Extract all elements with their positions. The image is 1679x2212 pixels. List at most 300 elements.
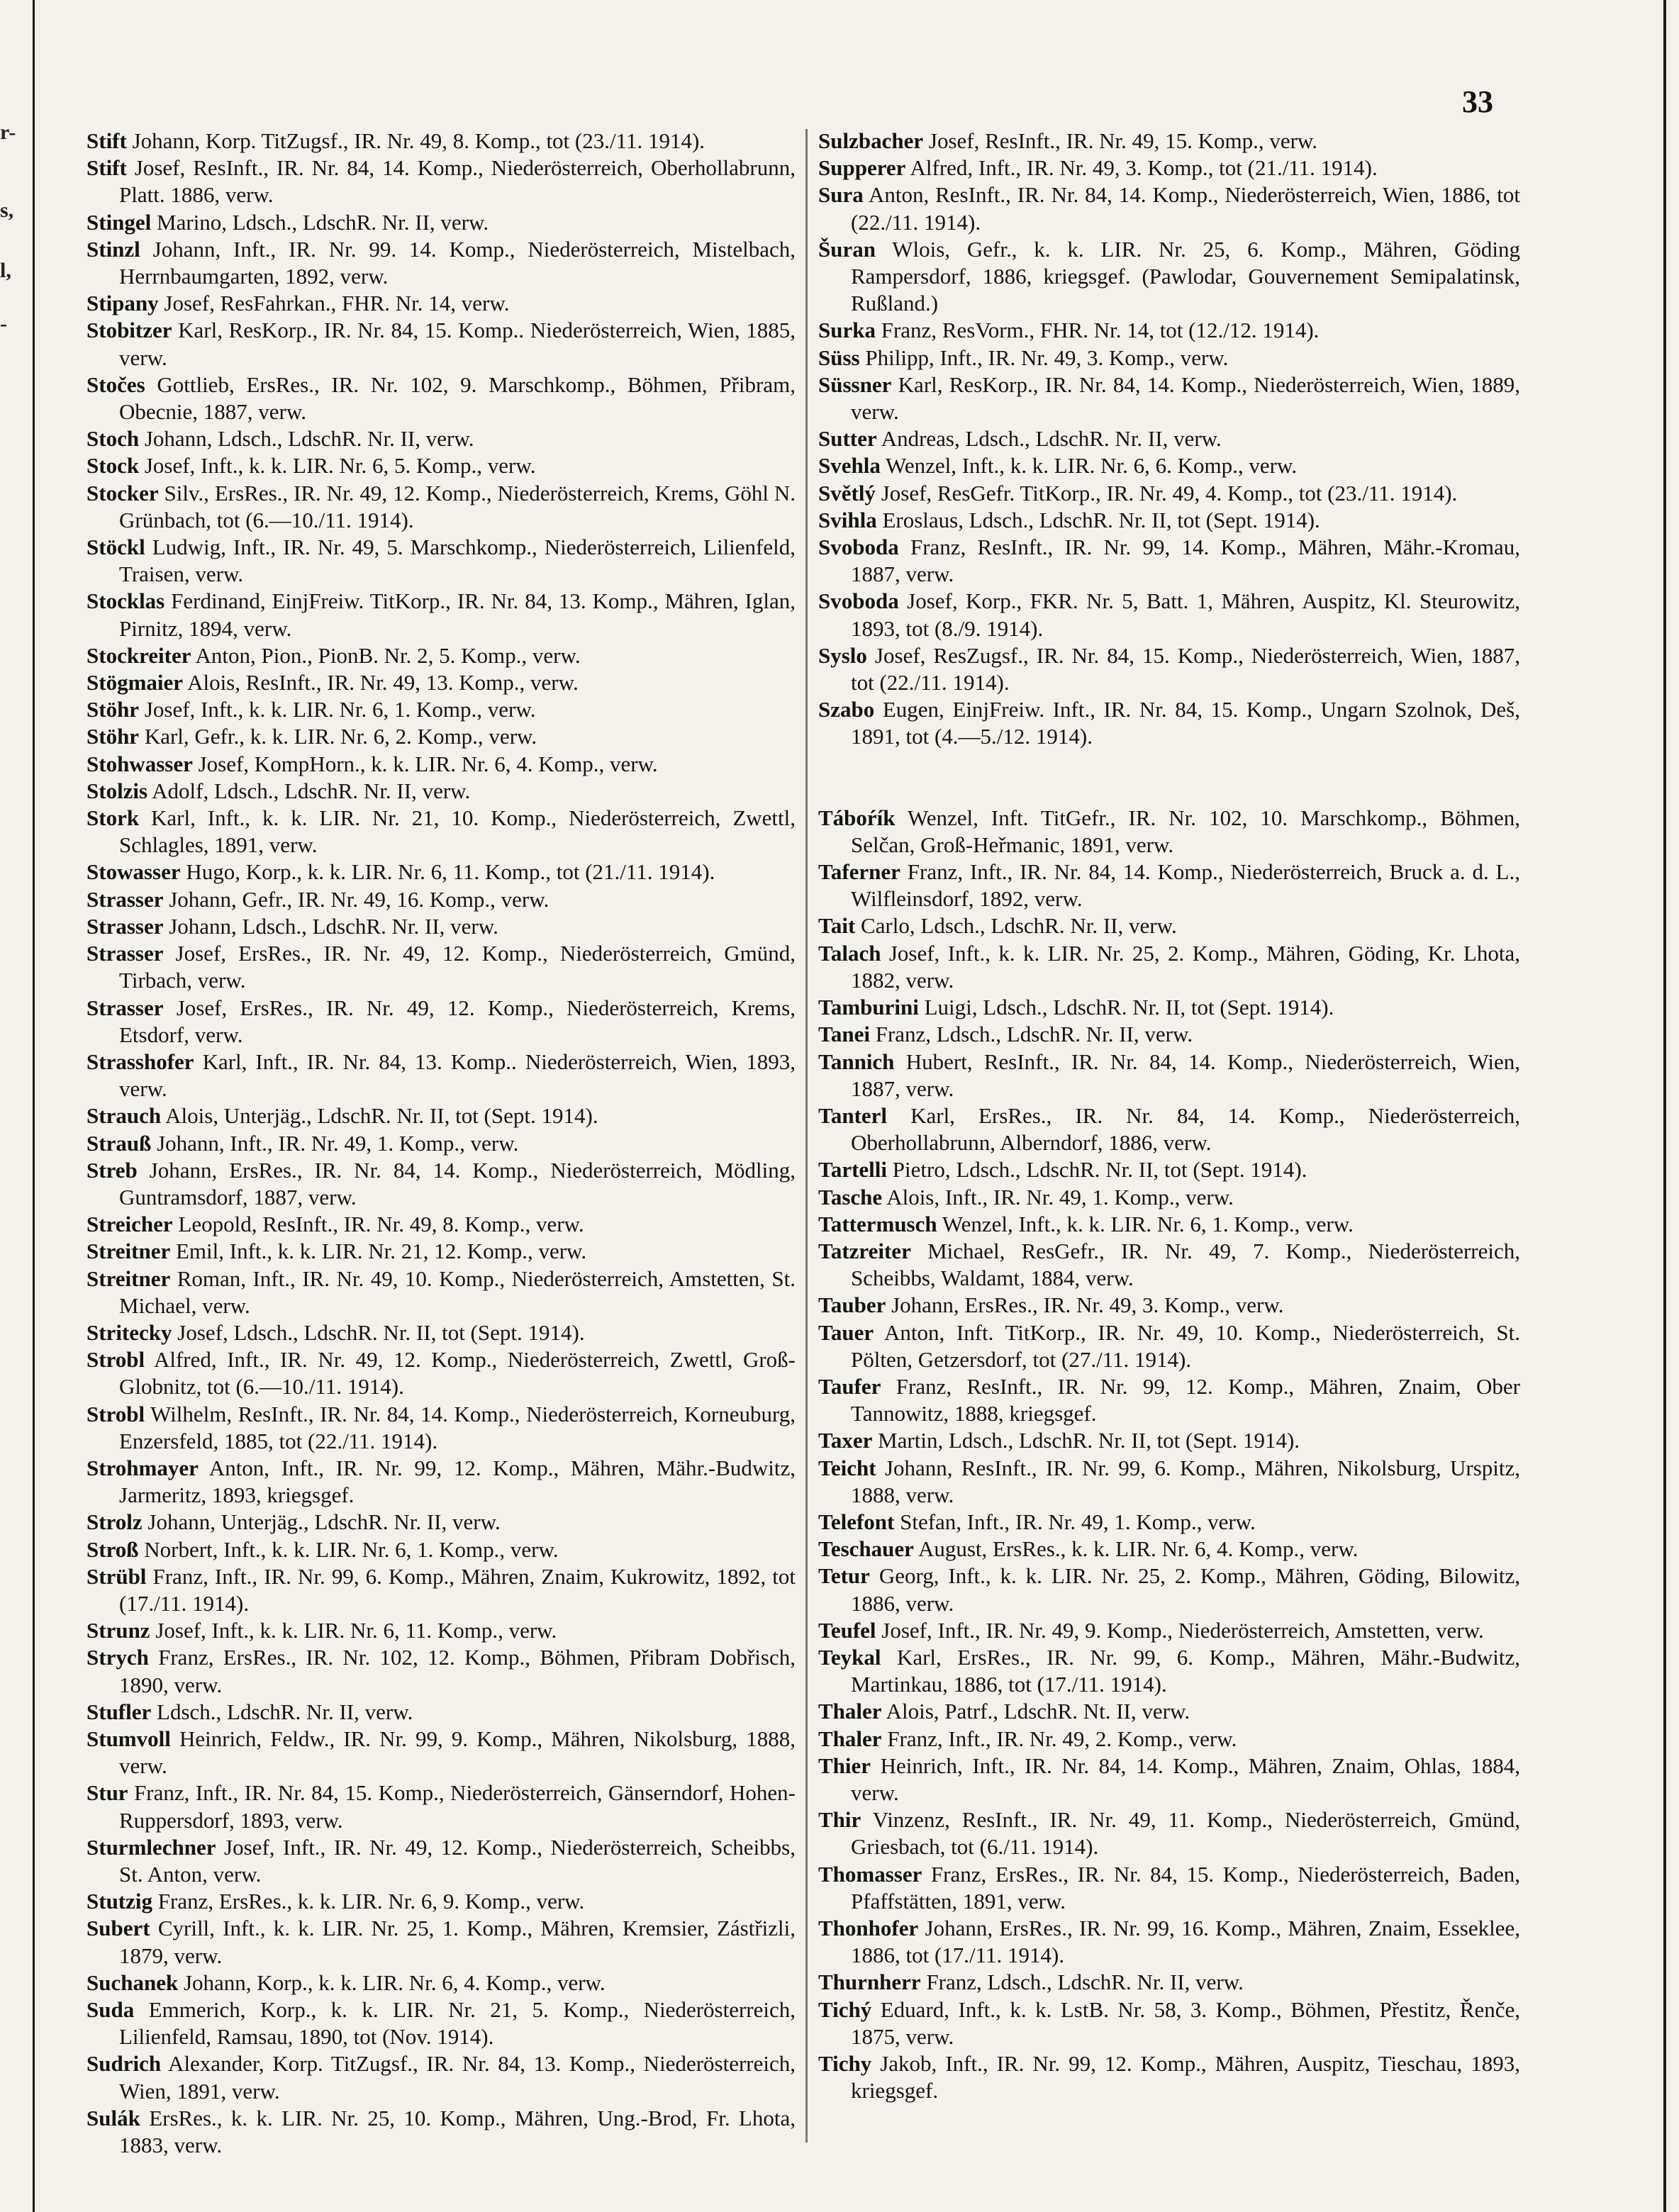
entry-surname: Táboŕík: [818, 805, 896, 830]
entry-details: Johann, Gefr., IR. Nr. 49, 16. Komp., verw.: [163, 886, 550, 912]
entry-details: Anton, Inft., IR. Nr. 99, 12. Komp., Mähren, Mähr.-Budwitz, Jarmeritz, 1893, kriegsgef.: [119, 1455, 796, 1508]
entry-surname: Strasser: [87, 995, 164, 1020]
entry-surname: Stutzig: [87, 1889, 152, 1914]
right-column-t-entries: [818, 805, 1520, 2105]
entry-surname: Subert: [87, 1916, 150, 1941]
entry-details: Wenzel, Inft., k. k. LIR. Nr. 6, 1. Komp., verw.: [937, 1211, 1354, 1236]
entry-surname: Sudrich: [87, 2051, 162, 2077]
register-entry: [818, 372, 1520, 425]
register-entry: [818, 181, 1520, 235]
entry-surname: Stöhr: [87, 697, 140, 722]
column-divider: [805, 129, 808, 2143]
register-entry: [87, 480, 796, 534]
entry-surname: Stroß: [87, 1536, 139, 1562]
entry-details: Josef, ErsRes., IR. Nr. 49, 12. Komp., Niederösterreich, Gmünd, Tirbach, verw.: [119, 941, 796, 993]
entry-details: August, ErsRes., k. k. LIR. Nr. 6, 4. Komp., verw.: [913, 1536, 1359, 1562]
entry-details: Josef, Ldsch., LdschR. Nr. II, tot (Sept. 1914).: [172, 1319, 585, 1345]
register-entry: [87, 1699, 796, 1726]
entry-surname: Taxer: [818, 1428, 873, 1453]
register-entry: [87, 1455, 796, 1509]
entry-details: Alois, Unterjäg., LdschR. Nr. II, tot (Sept. 1914).: [161, 1103, 598, 1129]
register-entry: [818, 1184, 1520, 1211]
right-column: [818, 128, 1520, 2104]
entry-surname: Streb: [87, 1157, 138, 1183]
entry-details: Karl, Gefr., k. k. LIR. Nr. 6, 2. Komp., verw.: [139, 724, 537, 749]
register-entry: [87, 534, 796, 588]
register-entry: [87, 209, 796, 236]
entry-details: Josef, KompHorn., k. k. LIR. Nr. 6, 4. Komp., verw.: [192, 751, 658, 776]
right-edge-rule: [1663, 0, 1666, 2212]
entry-surname: Thir: [818, 1807, 861, 1833]
entry-details: Josef, Inft., k. k. LIR. Nr. 6, 5. Komp., verw.: [139, 453, 536, 479]
entry-surname: Tannich: [818, 1049, 895, 1074]
entry-details: Franz, Ldsch., LdschR. Nr. II, verw.: [920, 1970, 1244, 1995]
entry-details: Carlo, Ldsch., LdschR. Nr. II, verw.: [855, 913, 1177, 939]
register-entry: [818, 317, 1520, 344]
entry-surname: Surka: [818, 318, 876, 343]
register-entry: [818, 507, 1520, 534]
entry-surname: Stift: [87, 155, 127, 181]
entry-details: Josef, ResGefr. TitKorp., IR. Nr. 49, 4. Komp., tot (23./11. 1914).: [875, 480, 1458, 505]
entry-surname: Stohwasser: [87, 751, 193, 776]
register-entry: [87, 1238, 796, 1265]
entry-details: Pietro, Ldsch., LdschR. Nr. II, tot (Sept. 1914).: [887, 1157, 1307, 1183]
register-entry: [87, 642, 796, 669]
entry-details: Emmerich, Korp., k. k. LIR. Nr. 21, 5. Komp., Niederösterreich, Lilienfeld, Ramsau, 1890, tot (Nov. 1914).: [119, 1997, 796, 2050]
entry-surname: Thurnherr: [818, 1970, 921, 1995]
register-entry: [818, 1102, 1520, 1156]
register-entry: [818, 1915, 1520, 1969]
register-entry: [87, 2050, 796, 2104]
entry-surname: Thomasser: [818, 1861, 922, 1887]
entry-surname: Tauber: [818, 1292, 886, 1318]
register-entry: [87, 1780, 796, 1833]
register-entry: [87, 290, 796, 317]
entry-details: Josef, Inft., k. k. LIR. Nr. 6, 11. Komp., verw.: [150, 1618, 557, 1643]
entry-surname: Stoch: [87, 426, 140, 452]
register-entry: [818, 1211, 1520, 1238]
register-entry: [818, 940, 1520, 994]
entry-details: Alexander, Korp. TitZugsf., IR. Nr. 84, 13. Komp., Niederösterreich, Wien, 1891, verw.: [119, 2051, 796, 2104]
entry-details: Stefan, Inft., IR. Nr. 49, 1. Komp., verw.: [894, 1509, 1256, 1534]
entry-details: Ferdinand, EinjFreiw. TitKorp., IR. Nr. 84, 13. Komp., Mähren, Iglan, Pirnitz, 1894, verw.: [119, 588, 796, 641]
entry-surname: Thaler: [818, 1726, 882, 1751]
entry-surname: Stögmaier: [87, 670, 184, 696]
entry-details: Philipp, Inft., IR. Nr. 49, 3. Komp., verw.: [859, 345, 1229, 370]
entry-surname: Stift: [87, 128, 127, 153]
entry-surname: Svoboda: [818, 535, 899, 560]
entry-surname: Tatzreiter: [818, 1238, 911, 1263]
entry-details: Hubert, ResInft., IR. Nr. 84, 14. Komp., Niederösterreich, Wien, 1887, verw.: [851, 1049, 1520, 1101]
register-entry: [87, 588, 796, 642]
register-entry: [818, 642, 1520, 696]
entry-surname: Stumvoll: [87, 1726, 171, 1751]
entry-surname: Syslo: [818, 642, 867, 668]
entry-details: Franz, Inft., IR. Nr. 99, 6. Komp., Mähren, Znaim, Kukrowitz, 1892, tot (17./11. 1914).: [119, 1563, 796, 1616]
entry-surname: Stritecky: [87, 1319, 172, 1345]
register-entry: [87, 1130, 796, 1157]
register-entry: [87, 1401, 796, 1455]
register-entry: [87, 425, 796, 452]
register-entry: [818, 425, 1520, 452]
entry-surname: Strauß: [87, 1130, 152, 1156]
entry-surname: Süss: [818, 345, 860, 370]
register-entry: [87, 1726, 796, 1780]
entry-surname: Teykal: [818, 1644, 881, 1670]
register-entry: [87, 1834, 796, 1888]
register-entry: [818, 1319, 1520, 1373]
register-entry: [818, 1373, 1520, 1427]
entry-surname: Šuran: [818, 236, 876, 262]
entry-details: Karl, ErsRes., IR. Nr. 84, 14. Komp., Niederösterreich, Oberhollabrunn, Alberndorf, 1886, verw.: [851, 1102, 1520, 1156]
entry-surname: Strunz: [87, 1618, 150, 1643]
register-entry: [87, 940, 796, 994]
section-gap: [818, 751, 1520, 805]
register-entry: [87, 128, 796, 155]
entry-surname: Stolzis: [87, 778, 148, 803]
entry-details: Anton, Pion., PionB. Nr. 2, 5. Komp., verw.: [191, 642, 581, 668]
register-entry: [818, 128, 1520, 155]
register-entry: [818, 1644, 1520, 1698]
register-entry: [818, 452, 1520, 479]
entry-surname: Sulák: [87, 2105, 140, 2130]
entry-surname: Strasser: [87, 886, 164, 912]
entry-details: Franz, ResInft., IR. Nr. 99, 12. Komp., Mähren, Znaim, Ober Tannowitz, 1888, kriegsgef.: [851, 1373, 1520, 1426]
entry-surname: Strolz: [87, 1509, 143, 1535]
entry-surname: Taufer: [818, 1373, 881, 1399]
entry-details: Johann, Inft., IR. Nr. 49, 1. Komp., verw.: [151, 1130, 519, 1156]
entry-details: Andreas, Ldsch., LdschR. Nr. II, verw.: [876, 426, 1222, 452]
entry-surname: Tanterl: [818, 1102, 888, 1128]
register-entry: [818, 1753, 1520, 1806]
entry-surname: Suchanek: [87, 1970, 179, 1995]
register-entry: [87, 696, 796, 723]
entry-details: Johann, ErsRes., IR. Nr. 84, 14. Komp., Niederösterreich, Mödling, Guntramsdorf, 1887, verw.: [119, 1157, 796, 1210]
register-entry: [87, 1266, 796, 1319]
register-entry: [818, 1427, 1520, 1454]
entry-surname: Talach: [818, 940, 881, 966]
entry-details: Adolf, Ldsch., LdschR. Nr. II, verw.: [147, 778, 471, 803]
register-entry: [87, 723, 796, 750]
entry-details: Johann, ErsRes., IR. Nr. 99, 16. Komp., Mähren, Znaim, Esseklee, 1886, tot (17./11. 1914).: [851, 1916, 1520, 1968]
register-entry: [87, 1644, 796, 1698]
entry-details: Roman, Inft., IR. Nr. 49, 10. Komp., Niederösterreich, Amstetten, St. Michael, verw.: [119, 1266, 796, 1318]
entry-details: Hugo, Korp., k. k. LIR. Nr. 6, 11. Komp., tot (21./11. 1914).: [180, 859, 715, 885]
register-entry: [87, 236, 796, 290]
entry-details: Anton, Inft. TitKorp., IR. Nr. 49, 10. Komp., Niederösterreich, St. Pölten, Getzersdorf, tot (27./11. 1914).: [851, 1319, 1520, 1372]
register-entry: [818, 480, 1520, 507]
register-entry: [818, 1509, 1520, 1536]
entry-details: Josef, ResInft., IR. Nr. 84, 14. Komp., Niederösterreich, Oberhollabrunn, Platt. 1886, verw.: [119, 155, 796, 208]
register-entry: [87, 669, 796, 696]
entry-details: Karl, ResKorp., IR. Nr. 84, 15. Komp.. Niederösterreich, Wien, 1885, verw.: [119, 318, 796, 370]
entry-details: Alois, ResInft., IR. Nr. 49, 13. Komp., verw.: [183, 670, 579, 696]
entry-surname: Svoboda: [818, 588, 899, 614]
entry-details: Alois, Patrf., LdschR. Nt. II, verw.: [881, 1699, 1190, 1724]
register-entry: [87, 1157, 796, 1211]
entry-details: Gottlieb, ErsRes., IR. Nr. 102, 9. Marschkomp., Böhmen, Přibram, Obecnie, 1887, verw.: [119, 372, 796, 425]
register-entry: [87, 317, 796, 371]
entry-surname: Thaler: [818, 1699, 882, 1724]
entry-surname: Strasshofer: [87, 1049, 194, 1074]
register-entry: [818, 1969, 1520, 1996]
register-entry: [818, 1156, 1520, 1183]
register-entry: [818, 912, 1520, 939]
entry-details: Norbert, Inft., k. k. LIR. Nr. 6, 1. Komp., verw.: [138, 1536, 559, 1562]
register-entry: [818, 1021, 1520, 1048]
entry-details: Franz, Ldsch., LdschR. Nr. II, verw.: [869, 1022, 1193, 1047]
entry-surname: Tattermusch: [818, 1211, 937, 1236]
entry-details: Johann, Korp., k. k. LIR. Nr. 6, 4. Komp., verw.: [178, 1970, 606, 1995]
register-entry: [87, 452, 796, 479]
register-entry: [87, 1346, 796, 1400]
register-entry: [818, 1861, 1520, 1915]
entry-surname: Tauer: [818, 1319, 874, 1345]
margin-fragment: s,: [0, 199, 14, 222]
entry-details: Silv., ErsRes., IR. Nr. 49, 12. Komp., Niederösterreich, Krems, Göhl N. Grünbach, tot (6.—10./11. 1914).: [119, 480, 796, 532]
entry-surname: Stöckl: [87, 535, 145, 560]
register-entry: [87, 1563, 796, 1617]
entry-details: Vinzenz, ResInft., IR. Nr. 49, 11. Komp., Niederösterreich, Gmünd, Griesbach, tot (6./11. 1914).: [851, 1807, 1520, 1860]
register-entry: [818, 1563, 1520, 1616]
register-entry: [87, 2105, 796, 2159]
entry-surname: Strobl: [87, 1401, 145, 1426]
entry-details: Josef, ResZugsf., IR. Nr. 84, 15. Komp., Niederösterreich, Wien, 1887, tot (22./11. 1914).: [851, 642, 1520, 696]
entry-surname: Stocklas: [87, 588, 165, 614]
entry-details: Jakob, Inft., IR. Nr. 99, 12. Komp., Mähren, Auspitz, Tieschau, 1893, kriegsgef.: [851, 2051, 1520, 2104]
register-entry: [818, 534, 1520, 588]
entry-surname: Stinzl: [87, 236, 140, 262]
entry-surname: Szabo: [818, 697, 875, 722]
entry-details: Johann, Ldsch., LdschR. Nr. II, verw.: [139, 426, 474, 452]
entry-details: Martin, Ldsch., LdschR. Nr. II, tot (Sept. 1914).: [872, 1428, 1300, 1453]
entry-details: Josef, Inft., IR. Nr. 49, 9. Komp., Niederösterreich, Amstetten, verw.: [876, 1617, 1484, 1643]
entry-surname: Stingel: [87, 209, 152, 235]
entry-surname: Streicher: [87, 1212, 173, 1237]
entry-surname: Strauch: [87, 1103, 162, 1129]
register-entry: [87, 1319, 796, 1346]
entry-surname: Stipany: [87, 291, 159, 316]
entry-surname: Stöhr: [87, 724, 140, 749]
entry-details: Josef, Inft., k. k. LIR. Nr. 6, 1. Komp., verw.: [139, 697, 536, 722]
entry-details: Emil, Inft., k. k. LIR. Nr. 21, 12. Komp., verw.: [170, 1239, 587, 1264]
entry-surname: Strasser: [87, 941, 164, 966]
register-entry: [87, 1888, 796, 1915]
entry-details: Johann, Inft., IR. Nr. 99. 14. Komp., Niederösterreich, Mistelbach, Herrnbaumgarten, 1892, verw.: [119, 236, 796, 289]
register-entry: [87, 859, 796, 886]
entry-details: Ludwig, Inft., IR. Nr. 49, 5. Marschkomp., Niederösterreich, Lilienfeld, Traisen, verw.: [119, 535, 796, 587]
entry-details: Wenzel, Inft. TitGefr., IR. Nr. 102, 10. Marschkomp., Böhmen, Selčan, Groß-Heřmanic, 1891, verw.: [851, 805, 1520, 857]
entry-surname: Strohmayer: [87, 1455, 199, 1480]
entry-surname: Tichý: [818, 1996, 872, 2022]
register-entry: [87, 778, 796, 805]
entry-details: Karl, Inft., IR. Nr. 84, 13. Komp.. Niederösterreich, Wien, 1893, verw.: [119, 1049, 796, 1102]
entry-surname: Thier: [818, 1753, 871, 1778]
entry-surname: Sura: [818, 182, 864, 208]
entry-surname: Strasser: [87, 913, 164, 939]
entry-details: Marino, Ldsch., LdschR. Nr. II, verw.: [151, 209, 489, 235]
entry-surname: Streitner: [87, 1239, 171, 1264]
entry-surname: Stufler: [87, 1699, 152, 1724]
register-entry: [818, 2050, 1520, 2104]
entry-surname: Teufel: [818, 1617, 876, 1643]
register-entry: [818, 994, 1520, 1021]
entry-details: Franz, ErsRes., IR. Nr. 84, 15. Komp., Niederösterreich, Baden, Pfaffstätten, 1891, verw.: [851, 1861, 1520, 1914]
entry-surname: Tichy: [818, 2051, 872, 2077]
entry-details: Eroslaus, Ldsch., LdschR. Nr. II, tot (Sept. 1914).: [876, 507, 1320, 532]
register-entry: [87, 751, 796, 778]
register-entry: [87, 886, 796, 913]
entry-details: Leopold, ResInft., IR. Nr. 49, 8. Komp., verw.: [172, 1212, 584, 1237]
entry-surname: Tait: [818, 913, 856, 939]
register-entry: [818, 1049, 1520, 1102]
entry-details: Franz, ResInft., IR. Nr. 99, 14. Komp., Mähren, Mähr.-Kromau, 1887, verw.: [851, 535, 1520, 587]
entry-surname: Telefont: [818, 1509, 895, 1534]
register-entry: [87, 1211, 796, 1238]
entry-details: Eduard, Inft., k. k. LstB. Nr. 58, 3. Komp., Böhmen, Přestitz, Řenče, 1875, verw.: [851, 1996, 1520, 2049]
entry-details: Johann, Unterjäg., LdschR. Nr. II, verw.: [142, 1509, 501, 1535]
entry-surname: Streitner: [87, 1266, 171, 1291]
entry-surname: Supperer: [818, 155, 906, 181]
register-entry: [818, 1996, 1520, 2050]
entry-surname: Tartelli: [818, 1157, 888, 1183]
entry-details: Heinrich, Feldw., IR. Nr. 99, 9. Komp., Mähren, Nikolsburg, 1888, verw.: [119, 1726, 796, 1779]
entry-details: Franz, ErsRes., IR. Nr. 102, 12. Komp., Böhmen, Přibram Dobřisch, 1890, verw.: [119, 1645, 796, 1697]
entry-details: Wenzel, Inft., k. k. LIR. Nr. 6, 6. Komp., verw.: [880, 453, 1298, 479]
entry-details: Johann, ErsRes., IR. Nr. 49, 3. Komp., verw.: [886, 1292, 1284, 1318]
entry-details: Josef, Inft., IR. Nr. 49, 12. Komp., Niederösterreich, Scheibbs, St. Anton, verw.: [119, 1834, 796, 1887]
entry-surname: Svehla: [818, 453, 881, 479]
entry-surname: Sulzbacher: [818, 128, 924, 153]
entry-surname: Tamburini: [818, 995, 919, 1020]
entry-surname: Suda: [87, 1997, 135, 2023]
entry-details: ErsRes., k. k. LIR. Nr. 25, 10. Komp., Mähren, Ung.-Brod, Fr. Lhota, 1883, verw.: [119, 2105, 796, 2158]
register-entry: [818, 1292, 1520, 1319]
entry-details: Eugen, EinjFreiw. Inft., IR. Nr. 84, 15. Komp., Ungarn Szolnok, Deš, 1891, tot (4.—5./12. 1914).: [851, 697, 1520, 749]
entry-surname: Stobitzer: [87, 318, 172, 343]
entry-details: Josef, ResFahrkan., FHR. Nr. 14, verw.: [158, 291, 510, 316]
entry-details: Josef, Korp., FKR. Nr. 5, Batt. 1, Mähren, Auspitz, Kl. Steurowitz, 1893, tot (8./9. 1914).: [851, 588, 1520, 641]
entry-details: Josef, Inft., k. k. LIR. Nr. 25, 2. Komp., Mähren, Göding, Kr. Lhota, 1882, verw.: [851, 940, 1520, 993]
entry-details: Luigi, Ldsch., LdschR. Nr. II, tot (Sept. 1914).: [918, 995, 1334, 1020]
register-entry: [87, 1509, 796, 1536]
entry-details: Franz, ResVorm., FHR. Nr. 14, tot (12./12. 1914).: [875, 318, 1320, 343]
register-entry: [818, 1698, 1520, 1725]
register-entry: [87, 805, 796, 859]
entry-surname: Stork: [87, 805, 140, 831]
entry-details: Franz, Inft., IR. Nr. 84, 15. Komp., Niederösterreich, Gänserndorf, Hohen-Ruppersdorf, 1893, verw.: [119, 1780, 796, 1833]
entry-details: Josef, ErsRes., IR. Nr. 49, 12. Komp., Niederösterreich, Krems, Etsdorf, verw.: [119, 995, 796, 1047]
entry-details: Cyrill, Inft., k. k. LIR. Nr. 25, 1. Komp., Mähren, Kremsier, Zástřizli, 1879, verw.: [119, 1916, 796, 1968]
register-entry: [818, 696, 1520, 750]
register-entry: [87, 372, 796, 425]
register-entry: [818, 1726, 1520, 1753]
entry-surname: Thonhofer: [818, 1916, 919, 1940]
entry-details: Alois, Inft., IR. Nr. 49, 1. Komp., verw.: [882, 1184, 1234, 1210]
entry-surname: Tasche: [818, 1184, 883, 1210]
entry-surname: Strübl: [87, 1563, 147, 1589]
entry-details: Wilhelm, ResInft., IR. Nr. 84, 14. Komp., Niederösterreich, Korneuburg, Enzersfeld, 1885, tot (22./11. 1914).: [119, 1401, 796, 1453]
register-entry: [87, 995, 796, 1049]
entry-surname: Strych: [87, 1645, 149, 1670]
entry-details: Karl, ErsRes., IR. Nr. 99, 6. Komp., Mähren, Mähr.-Budwitz, Martinkau, 1886, tot (17./11. 1914).: [851, 1644, 1520, 1697]
register-entry: [87, 155, 796, 208]
register-entry: [818, 805, 1520, 859]
entry-surname: Stočes: [87, 372, 145, 397]
register-entry: [818, 1238, 1520, 1292]
entry-surname: Tetur: [818, 1563, 870, 1589]
left-column: [87, 128, 796, 2159]
entry-details: Alfred, Inft., IR. Nr. 49, 3. Komp., tot (21./11. 1914).: [905, 155, 1378, 181]
register-entry: [87, 1049, 796, 1102]
entry-surname: Taferner: [818, 859, 900, 885]
entry-surname: Süssner: [818, 372, 892, 397]
entry-details: Michael, ResGefr., IR. Nr. 49, 7. Komp., Niederösterreich, Scheibbs, Waldamt, 1884, verw.: [851, 1238, 1520, 1291]
register-entry: [87, 1536, 796, 1563]
entry-surname: Světlý: [818, 480, 876, 505]
entry-surname: Stockreiter: [87, 642, 191, 668]
register-entry: [87, 1915, 796, 1969]
register-entry: [818, 1536, 1520, 1563]
register-entry: [818, 345, 1520, 372]
register-entry: [87, 1996, 796, 2050]
margin-fragment: l,: [0, 259, 11, 282]
register-entry: [818, 1806, 1520, 1860]
entry-details: Wlois, Gefr., k. k. LIR. Nr. 25, 6. Komp., Mähren, Göding Rampersdorf, 1886, kriegsgef. (Pawlodar, Gouvernement Semipalatinsk, Rußland.): [851, 236, 1520, 316]
register-entry: [818, 1455, 1520, 1509]
entry-surname: Strobl: [87, 1347, 145, 1373]
entry-surname: Stocker: [87, 480, 159, 505]
margin-fragment: r-: [0, 121, 16, 144]
register-entry: [818, 588, 1520, 642]
register-entry: [818, 859, 1520, 912]
entry-details: Johann, ResInft., IR. Nr. 99, 6. Komp., Mähren, Nikolsburg, Urspitz, 1888, verw.: [851, 1455, 1520, 1507]
register-entry: [87, 913, 796, 940]
entry-details: Johann, Ldsch., LdschR. Nr. II, verw.: [163, 913, 498, 939]
entry-details: Heinrich, Inft., IR. Nr. 84, 14. Komp., Mähren, Znaim, Ohlas, 1884, verw.: [851, 1753, 1520, 1805]
entry-details: Anton, ResInft., IR. Nr. 84, 14. Komp., Niederösterreich, Wien, 1886, tot (22./11. 1914).: [851, 182, 1520, 235]
margin-fragment: -: [0, 312, 7, 335]
entry-details: Georg, Inft., k. k. LIR. Nr. 25, 2. Komp., Mähren, Göding, Bilowitz, 1886, verw.: [851, 1563, 1520, 1616]
register-entry: [87, 1617, 796, 1644]
page-number: 33: [1462, 84, 1493, 119]
entry-details: Franz, Inft., IR. Nr. 84, 14. Komp., Niederösterreich, Bruck a. d. L., Wilfleinsdorf, 1892, verw.: [851, 859, 1520, 912]
entry-details: Josef, ResInft., IR. Nr. 49, 15. Komp., verw.: [923, 128, 1318, 153]
register-entry: [818, 1617, 1520, 1644]
entry-details: Alfred, Inft., IR. Nr. 49, 12. Komp., Niederösterreich, Zwettl, Groß-Globnitz, tot (6.—10./11. 1914).: [119, 1347, 796, 1400]
right-column-s-entries: [818, 128, 1520, 751]
entry-surname: Stock: [87, 453, 140, 479]
entry-surname: Stur: [87, 1780, 128, 1806]
entry-details: Franz, ErsRes., k. k. LIR. Nr. 6, 9. Komp., verw.: [152, 1889, 585, 1914]
register-entry: [87, 1970, 796, 1996]
entry-surname: Stowasser: [87, 859, 181, 885]
register-entry: [87, 1102, 796, 1129]
entry-details: Karl, Inft., k. k. LIR. Nr. 21, 10. Komp., Niederösterreich, Zwettl, Schlagles, 1891, verw.: [119, 805, 796, 858]
entry-surname: Tanei: [818, 1022, 870, 1047]
register-entry: [818, 236, 1520, 318]
register-entry: [818, 155, 1520, 181]
entry-surname: Sturmlechner: [87, 1834, 216, 1860]
entry-surname: Sutter: [818, 426, 877, 452]
entry-details: Ldsch., LdschR. Nr. II, verw.: [151, 1699, 413, 1724]
entry-details: Karl, ResKorp., IR. Nr. 84, 14. Komp., Niederösterreich, Wien, 1889, verw.: [851, 372, 1520, 425]
entry-details: Johann, Korp. TitZugsf., IR. Nr. 49, 8. Komp., tot (23./11. 1914).: [126, 128, 705, 153]
entry-surname: Teschauer: [818, 1536, 914, 1562]
entry-surname: Svihla: [818, 507, 877, 532]
entry-details: Franz, Inft., IR. Nr. 49, 2. Komp., verw.: [881, 1726, 1237, 1751]
left-edge-rule: [33, 0, 35, 2212]
